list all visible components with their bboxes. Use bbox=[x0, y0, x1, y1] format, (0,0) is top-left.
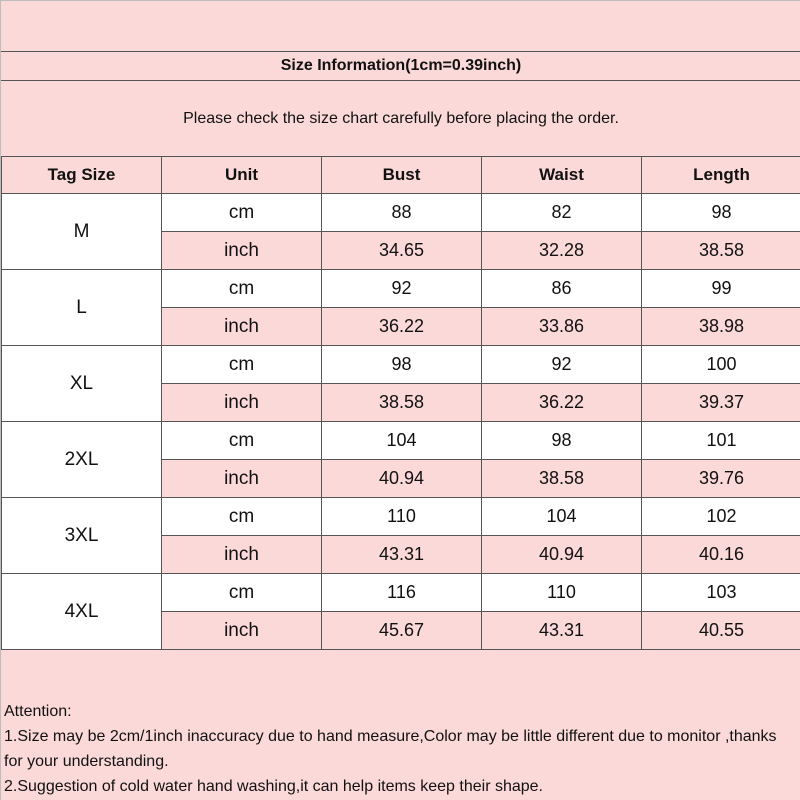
unit-cell: inch bbox=[162, 536, 322, 574]
waist-cell: 86 bbox=[482, 270, 642, 308]
waist-cell: 33.86 bbox=[482, 308, 642, 346]
waist-cell: 40.94 bbox=[482, 536, 642, 574]
length-cell: 99 bbox=[642, 270, 800, 308]
instruction-note: Please check the size chart carefully before placing the order. bbox=[183, 109, 619, 127]
col-header-tag-size: Tag Size bbox=[2, 157, 162, 194]
size-info-title-row bbox=[1, 51, 800, 81]
length-cell: 40.16 bbox=[642, 536, 800, 574]
length-cell: 38.58 bbox=[642, 232, 800, 270]
length-cell: 39.76 bbox=[642, 460, 800, 498]
bust-cell: 34.65 bbox=[322, 232, 482, 270]
length-cell: 101 bbox=[642, 422, 800, 460]
unit-cell: cm bbox=[162, 498, 322, 536]
unit-cell: cm bbox=[162, 422, 322, 460]
bust-cell: 45.67 bbox=[322, 612, 482, 650]
attention-line-2: 2.Suggestion of cold water hand washing,it can help items keep their shape. bbox=[4, 778, 543, 795]
unit-cell: inch bbox=[162, 232, 322, 270]
waist-cell: 98 bbox=[482, 422, 642, 460]
unit-cell: inch bbox=[162, 460, 322, 498]
col-header-waist: Waist bbox=[482, 157, 642, 194]
bust-cell: 88 bbox=[322, 194, 482, 232]
waist-cell: 38.58 bbox=[482, 460, 642, 498]
bust-cell: 92 bbox=[322, 270, 482, 308]
length-cell: 100 bbox=[642, 346, 800, 384]
table-row bbox=[2, 270, 800, 308]
bust-cell: 40.94 bbox=[322, 460, 482, 498]
table-row bbox=[2, 194, 800, 232]
length-cell: 39.37 bbox=[642, 384, 800, 422]
attention-line-1: 1.Size may be 2cm/1inch inaccuracy due to hand measure,Color may be little different due to monitor ,thanks for your understanding. bbox=[4, 728, 777, 770]
length-cell: 98 bbox=[642, 194, 800, 232]
attention-notes bbox=[4, 699, 799, 799]
length-cell: 38.98 bbox=[642, 308, 800, 346]
table-row bbox=[2, 422, 800, 460]
top-strip bbox=[1, 1, 800, 51]
length-cell: 40.55 bbox=[642, 612, 800, 650]
bust-cell: 38.58 bbox=[322, 384, 482, 422]
col-header-length: Length bbox=[642, 157, 800, 194]
tag-size-cell: 4XL bbox=[2, 574, 162, 650]
table-row bbox=[2, 346, 800, 384]
bust-cell: 36.22 bbox=[322, 308, 482, 346]
waist-cell: 43.31 bbox=[482, 612, 642, 650]
col-header-unit: Unit bbox=[162, 157, 322, 194]
length-cell: 102 bbox=[642, 498, 800, 536]
size-info-title: Size Information(1cm=0.39inch) bbox=[280, 57, 522, 74]
unit-cell: cm bbox=[162, 574, 322, 612]
tag-size-cell: XL bbox=[2, 346, 162, 422]
table-header-row bbox=[2, 157, 800, 194]
waist-cell: 82 bbox=[482, 194, 642, 232]
size-table bbox=[1, 156, 800, 650]
tag-size-cell: M bbox=[2, 194, 162, 270]
tag-size-cell: 2XL bbox=[2, 422, 162, 498]
table-row bbox=[2, 498, 800, 536]
bust-cell: 104 bbox=[322, 422, 482, 460]
table-row bbox=[2, 574, 800, 612]
bust-cell: 43.31 bbox=[322, 536, 482, 574]
waist-cell: 104 bbox=[482, 498, 642, 536]
unit-cell: inch bbox=[162, 308, 322, 346]
waist-cell: 36.22 bbox=[482, 384, 642, 422]
unit-cell: inch bbox=[162, 384, 322, 422]
bust-cell: 116 bbox=[322, 574, 482, 612]
length-cell: 103 bbox=[642, 574, 800, 612]
waist-cell: 110 bbox=[482, 574, 642, 612]
unit-cell: cm bbox=[162, 194, 322, 232]
waist-cell: 32.28 bbox=[482, 232, 642, 270]
waist-cell: 92 bbox=[482, 346, 642, 384]
tag-size-cell: L bbox=[2, 270, 162, 346]
col-header-bust: Bust bbox=[322, 157, 482, 194]
unit-cell: inch bbox=[162, 612, 322, 650]
tag-size-cell: 3XL bbox=[2, 498, 162, 574]
bust-cell: 110 bbox=[322, 498, 482, 536]
instruction-row bbox=[1, 81, 800, 156]
unit-cell: cm bbox=[162, 270, 322, 308]
bust-cell: 98 bbox=[322, 346, 482, 384]
unit-cell: cm bbox=[162, 346, 322, 384]
attention-heading: Attention: bbox=[4, 703, 72, 720]
